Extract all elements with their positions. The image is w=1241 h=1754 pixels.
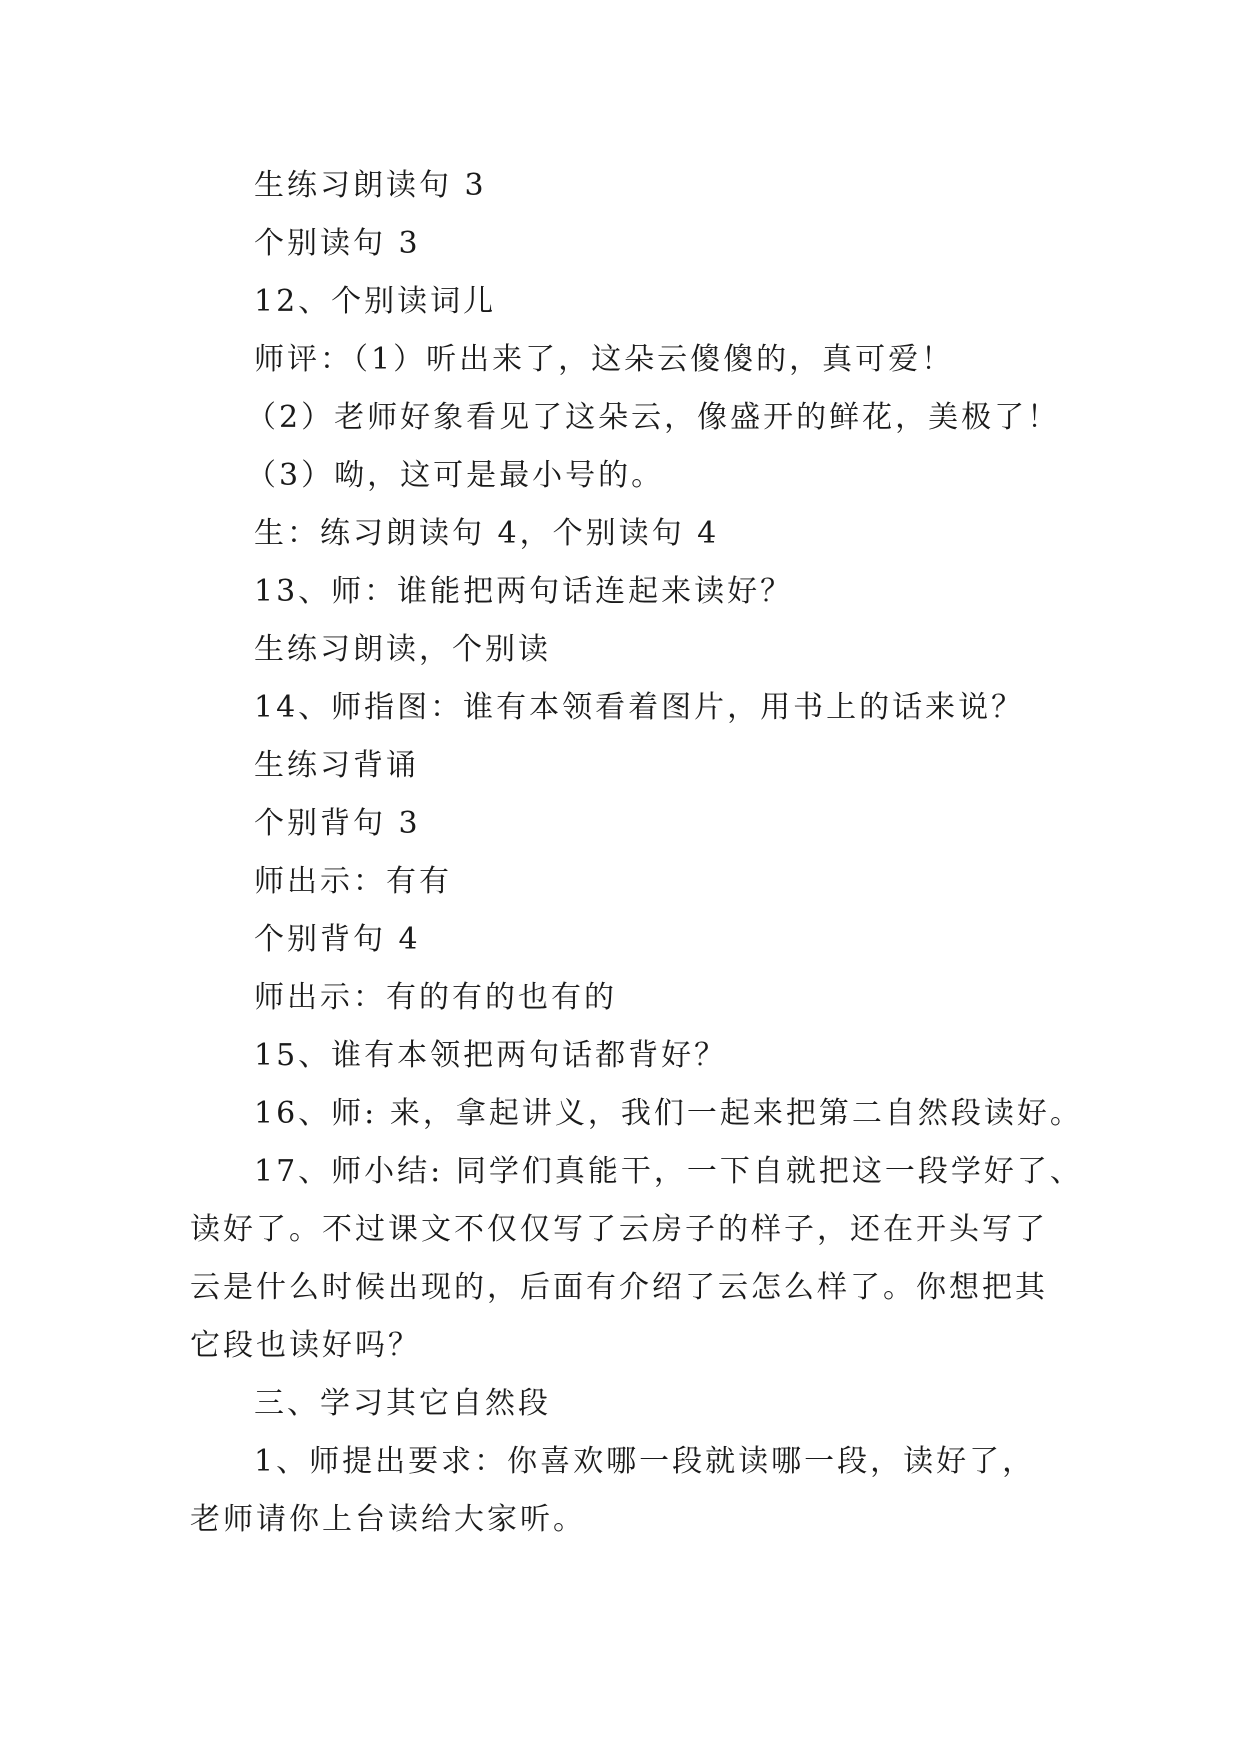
text-line: 生练习朗读，个别读 xyxy=(254,632,551,667)
text-line: 生练习朗读句 3 xyxy=(254,168,487,203)
text-line: 生练习背诵 xyxy=(254,748,419,783)
text-line: 1、师提出要求：你喜欢哪一段就读哪一段，读好了， xyxy=(254,1444,1036,1479)
section-heading: 三、学习其它自然段 xyxy=(254,1386,551,1421)
text-line: 老师请你上台读给大家听。 xyxy=(190,1502,586,1537)
text-line: 15、谁有本领把两句话都背好？ xyxy=(254,1038,728,1073)
text-line: （3）呦，这可是最小号的。 xyxy=(246,458,665,493)
text-line: 师评：（1）听出来了，这朵云傻傻的，真可爱！ xyxy=(254,342,955,377)
text-line: 12、个别读词儿 xyxy=(254,284,497,319)
text-line: 13、师：谁能把两句话连起来读好？ xyxy=(254,574,794,609)
document-body xyxy=(190,157,1083,1549)
text-line: 生：练习朗读句 4，个别读句 4 xyxy=(254,516,720,551)
text-line: 16、师: 来，拿起讲义，我们一起来把第二自然段读好。 xyxy=(254,1096,1083,1131)
text-line: 云是什么时候出现的，后面有介绍了云怎么样了。你想把其 xyxy=(190,1270,1048,1305)
text-line: 个别背句 3 xyxy=(254,806,421,841)
text-line: 师出示：有的有的也有的 xyxy=(254,980,617,1015)
text-line: 个别背句 4 xyxy=(254,922,421,957)
text-line: （2）老师好象看见了这朵云，像盛开的鲜花，美极了！ xyxy=(246,400,1061,435)
text-line: 读好了。不过课文不仅仅写了云房子的样子，还在开头写了 xyxy=(190,1212,1048,1247)
text-line: 17、师小结: 同学们真能干，一下自就把这一段学好了、 xyxy=(254,1154,1083,1189)
text-line: 个别读句 3 xyxy=(254,226,421,261)
text-line: 它段也读好吗？ xyxy=(190,1328,421,1363)
text-line: 14、师指图：谁有本领看着图片，用书上的话来说？ xyxy=(254,690,1025,725)
text-line: 师出示：有有 xyxy=(254,864,452,899)
